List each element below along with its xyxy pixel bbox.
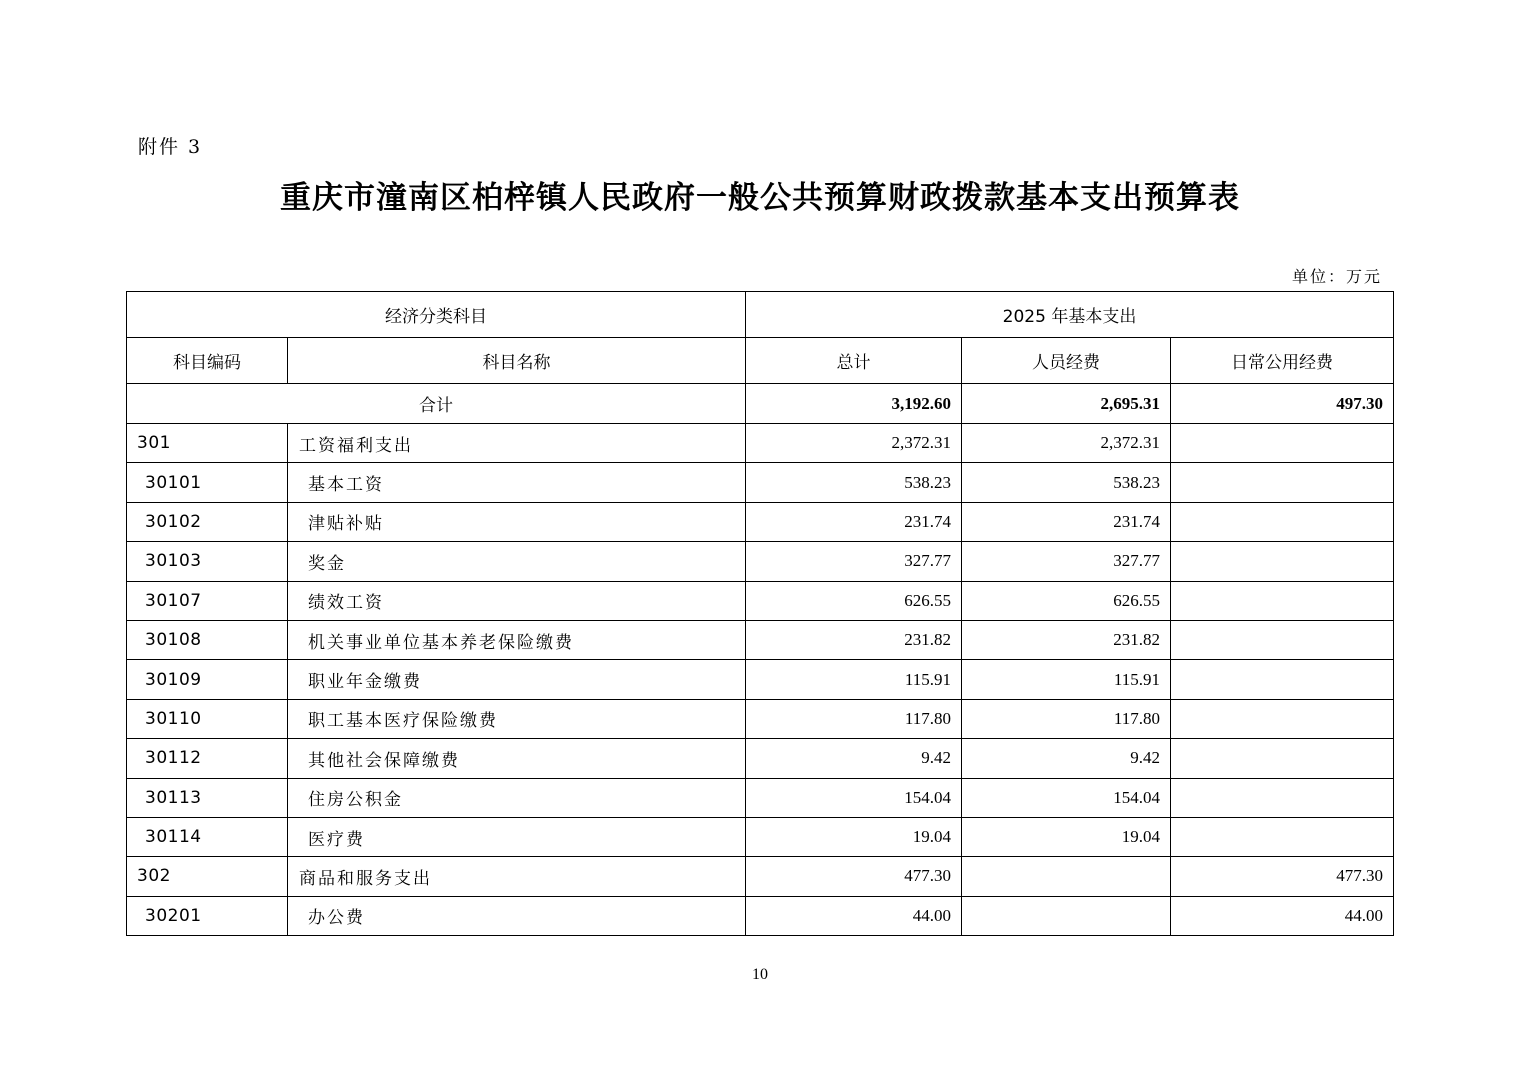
row-public: 44.00	[1171, 896, 1394, 935]
row-name: 奖金	[288, 542, 746, 581]
row-public	[1171, 778, 1394, 817]
row-personnel	[962, 857, 1171, 896]
header-public: 日常公用经费	[1171, 338, 1394, 384]
row-name: 绩效工资	[288, 581, 746, 620]
table-row	[127, 424, 1394, 463]
row-total: 9.42	[746, 739, 962, 778]
budget-table	[126, 291, 1394, 936]
row-public	[1171, 542, 1394, 581]
row-total: 2,372.31	[746, 424, 962, 463]
table-row	[127, 739, 1394, 778]
table-row	[127, 620, 1394, 659]
row-public	[1171, 424, 1394, 463]
table-row	[127, 896, 1394, 935]
row-public	[1171, 739, 1394, 778]
header-code: 科目编码	[127, 338, 288, 384]
row-total: 44.00	[746, 896, 962, 935]
row-personnel: 231.82	[962, 620, 1171, 659]
row-code: 30114	[127, 817, 288, 856]
row-personnel: 327.77	[962, 542, 1171, 581]
row-code: 30113	[127, 778, 288, 817]
header-group-row	[127, 292, 1394, 338]
table-row	[127, 857, 1394, 896]
table-row	[127, 542, 1394, 581]
table-row	[127, 817, 1394, 856]
row-code: 302	[127, 857, 288, 896]
attachment-label: 附件 3	[138, 136, 203, 158]
row-name: 住房公积金	[288, 778, 746, 817]
row-code: 30108	[127, 620, 288, 659]
header-total: 总计	[746, 338, 962, 384]
table-row	[127, 581, 1394, 620]
row-total: 231.74	[746, 502, 962, 541]
row-total: 154.04	[746, 778, 962, 817]
row-total: 626.55	[746, 581, 962, 620]
row-name: 基本工资	[288, 463, 746, 502]
row-code: 30101	[127, 463, 288, 502]
table-row	[127, 699, 1394, 738]
row-code: 30110	[127, 699, 288, 738]
row-personnel: 154.04	[962, 778, 1171, 817]
row-code: 30201	[127, 896, 288, 935]
unit-label: 单位：万元	[1291, 267, 1382, 286]
row-total: 477.30	[746, 857, 962, 896]
row-code: 30107	[127, 581, 288, 620]
row-code: 30112	[127, 739, 288, 778]
row-public	[1171, 463, 1394, 502]
row-total: 115.91	[746, 660, 962, 699]
header-column-row	[127, 338, 1394, 384]
total-label: 合计	[127, 384, 746, 424]
row-public	[1171, 620, 1394, 659]
total-total: 3,192.60	[746, 384, 962, 424]
row-personnel: 115.91	[962, 660, 1171, 699]
row-name: 机关事业单位基本养老保险缴费	[288, 620, 746, 659]
row-code: 301	[127, 424, 288, 463]
header-personnel: 人员经费	[962, 338, 1171, 384]
row-code: 30103	[127, 542, 288, 581]
table-row	[127, 660, 1394, 699]
row-public	[1171, 699, 1394, 738]
row-public	[1171, 581, 1394, 620]
row-name: 职工基本医疗保险缴费	[288, 699, 746, 738]
row-public	[1171, 502, 1394, 541]
row-public	[1171, 660, 1394, 699]
row-personnel: 2,372.31	[962, 424, 1171, 463]
row-code: 30109	[127, 660, 288, 699]
row-name: 工资福利支出	[288, 424, 746, 463]
header-name: 科目名称	[288, 338, 746, 384]
page-title: 重庆市潼南区柏梓镇人民政府一般公共预算财政拨款基本支出预算表	[280, 180, 1240, 216]
row-personnel: 117.80	[962, 699, 1171, 738]
page-number: 10	[752, 966, 768, 983]
header-basic-expenditure-2025: 2025 年基本支出	[746, 292, 1394, 338]
row-total: 117.80	[746, 699, 962, 738]
row-total: 19.04	[746, 817, 962, 856]
row-name: 商品和服务支出	[288, 857, 746, 896]
row-personnel: 231.74	[962, 502, 1171, 541]
row-public	[1171, 817, 1394, 856]
total-personnel: 2,695.31	[962, 384, 1171, 424]
row-personnel: 19.04	[962, 817, 1171, 856]
row-name: 办公费	[288, 896, 746, 935]
row-total: 538.23	[746, 463, 962, 502]
row-name: 医疗费	[288, 817, 746, 856]
row-name: 津贴补贴	[288, 502, 746, 541]
table-row	[127, 463, 1394, 502]
header-economic-classification: 经济分类科目	[127, 292, 746, 338]
row-total: 231.82	[746, 620, 962, 659]
row-name: 职业年金缴费	[288, 660, 746, 699]
row-personnel: 538.23	[962, 463, 1171, 502]
table-row	[127, 778, 1394, 817]
total-row	[127, 384, 1394, 424]
total-public: 497.30	[1171, 384, 1394, 424]
row-total: 327.77	[746, 542, 962, 581]
row-code: 30102	[127, 502, 288, 541]
row-name: 其他社会保障缴费	[288, 739, 746, 778]
row-personnel: 9.42	[962, 739, 1171, 778]
row-personnel: 626.55	[962, 581, 1171, 620]
table-row	[127, 502, 1394, 541]
row-public: 477.30	[1171, 857, 1394, 896]
row-personnel	[962, 896, 1171, 935]
